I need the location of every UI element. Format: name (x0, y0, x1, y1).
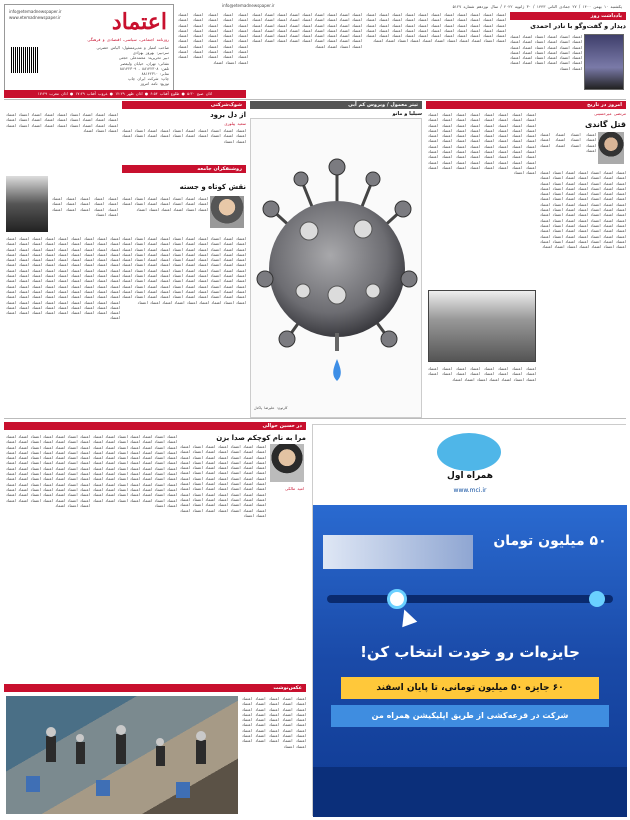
email-1: info@etemadnewspaper.ir (9, 9, 62, 14)
staff-line: تلفن: ۸۸۱۴۲۳۰۸ - ۸۸۱۴۲۳۰۹ (119, 65, 169, 71)
byline: امید مالکی (285, 486, 304, 491)
staff-line: دبیر تحریریه: محمدعلی حجتی (118, 55, 169, 61)
logo: اعتماد (111, 9, 167, 35)
author-photo (598, 132, 624, 164)
email-2: www.etemadnewspaper.ir (9, 15, 61, 20)
photo-caption-text: اعتماد اعتماد اعتماد اعتماد اعتماد اعتماد اعتماد اعتماد اعتماد اعتماد اعتماد اعتماد اعتماد اعتماد اعتماد اعتماد اعتماد اعتماد اعتماد اعتماد اعتماد اعتماد اعتماد اعتماد اعتماد اعتماد اعتماد اعتماد اعتماد اعتماد اعتماد اعتماد اعتماد اعتماد اعتماد اعتماد اعتماد اعتماد اعتماد اعتماد اعتماد اعتماد اعتماد اعتماد اعتماد اعتماد اعتماد (242, 696, 306, 749)
ad-blue-panel (313, 505, 627, 817)
slider-handle-right[interactable] (589, 591, 605, 607)
article-text: اعتماد اعتماد اعتماد اعتماد اعتماد اعتماد اعتماد اعتماد اعتماد اعتماد اعتماد اعتماد اعتماد اعتماد اعتماد اعتماد اعتماد اعتماد اعتماد اعتماد اعتماد اعتماد اعتماد اعتماد اعتماد اعتماد اعتماد اعتماد اعتماد اعتماد اعتماد اعتماد اعتماد اعتماد اعتماد اعتماد اعتماد اعتماد اعتماد اعتماد اعتماد اعتماد اعتماد اعتماد اعتماد اعتماد اعتماد اعتماد اعتماد اعتماد اعتماد اعتماد اعتماد اعتماد اعتماد اعتماد اعتماد اعتماد اعتماد اعتماد اعتماد اعتماد اعتماد اعتماد اعتماد اعتماد اعتماد اعتماد اعتماد اعتماد اعتماد اعتماد اعتماد اعتماد اعتماد اعتماد اعتماد اعتماد اعتماد اعتماد اعتماد اعتماد اعتماد اعتماد اعتماد اعتماد اعتماد اعتماد اعتماد اعتماد اعتماد اعتماد اعتماد (93, 434, 177, 508)
section-header: در حسین حوالی (4, 422, 306, 430)
ad-url[interactable]: www.mci.ir (453, 487, 487, 494)
article-text: اعتماد اعتماد اعتماد اعتماد اعتماد اعتماد اعتماد اعتماد اعتماد اعتماد اعتماد اعتماد اعتماد (540, 132, 596, 153)
ad-headline: جایزه‌ات رو خودت انتخاب کن! (360, 643, 580, 661)
brand-logo (437, 433, 501, 471)
article-text: اعتماد اعتماد اعتماد اعتماد اعتماد اعتماد اعتماد اعتماد اعتماد اعتماد اعتماد اعتماد اعتماد اعتماد اعتماد اعتماد اعتماد اعتماد اعتماد اعتماد اعتماد اعتماد (122, 128, 246, 144)
virus-cartoon (251, 119, 423, 419)
advertisement[interactable] (312, 424, 626, 816)
article-title: قتل گاندی (584, 120, 626, 129)
divider (4, 99, 626, 100)
staff-line: نمابر: ۸۸۱۴۲۳۱۰ (141, 71, 169, 77)
gadgets (323, 535, 473, 569)
article-text: اعتماد اعتماد اعتماد اعتماد اعتماد اعتماد اعتماد اعتماد اعتماد اعتماد اعتماد اعتماد اعتماد اعتماد اعتماد اعتماد اعتماد اعتماد اعتماد اعتماد اعتماد اعتماد اعتماد اعتماد اعتماد اعتماد اعتماد اعتماد اعتماد اعتماد اعتماد اعتماد اعتماد اعتماد اعتماد اعتماد اعتماد اعتماد اعتماد اعتماد اعتماد اعتماد اعتماد اعتماد اعتماد اعتماد اعتماد اعتماد اعتماد اعتماد اعتماد اعتماد اعتماد اعتماد اعتماد اعتماد اعتماد اعتماد اعتماد اعتماد اعتماد اعتماد اعتماد اعتماد اعتماد اعتماد اعتماد اعتماد اعتماد اعتماد اعتماد اعتماد اعتماد اعتماد اعتماد اعتماد اعتماد اعتماد اعتماد اعتماد اعتماد اعتماد اعتماد اعتماد اعتماد اعتماد اعتماد اعتماد اعتماد اعتماد اعتماد اعتماد اعتماد اعتماد اعتماد اعتماد اعتماد اعتماد اعتماد اعتماد اعتماد اعتماد اعتماد اعتماد اعتماد اعتماد اعتماد اعتماد اعتماد اعتماد اعتماد اعتماد اعتماد اعتماد اعتماد اعتماد اعتماد اعتماد اعتماد اعتماد اعتماد اعتماد اعتماد اعتماد اعتماد اعتماد اعتماد اعتماد اعتماد (122, 236, 246, 305)
author-photo (6, 176, 48, 232)
news-photo (6, 696, 238, 814)
date-line: یکشنبه ۱۰ بهمن ۱۴۰۰ / ۲۷ جمادی الثانی ۱۴۴۳ / ۳۰ ژانویه ۲۰۲۲ / سال نوزدهم شماره ۵۱۲۷ (452, 4, 622, 9)
staff-line: سردبیر: بهروز بهزادی (132, 50, 169, 56)
article-text: اعتماد اعتماد اعتماد اعتماد اعتماد اعتماد اعتماد اعتماد اعتماد اعتماد اعتماد اعتماد اعتماد اعتماد اعتماد اعتماد اعتماد اعتماد اعتماد اعتماد اعتماد اعتماد اعتماد اعتماد اعتماد اعتماد اعتماد اعتماد اعتماد اعتماد اعتماد اعتماد اعتماد اعتماد اعتماد اعتماد اعتماد اعتماد اعتماد اعتماد اعتماد اعتماد اعتماد اعتماد اعتماد اعتماد اعتماد اعتماد اعتماد اعتماد اعتماد اعتماد اعتماد اعتماد اعتماد اعتماد اعتماد اعتماد اعتماد اعتماد اعتماد اعتماد اعتماد اعتماد اعتماد اعتماد (366, 12, 506, 44)
article-text: اعتماد اعتماد اعتماد اعتماد اعتماد اعتماد اعتماد اعتماد اعتماد اعتماد اعتماد اعتماد اعتماد اعتماد اعتماد اعتماد اعتماد (52, 196, 118, 217)
cursor-icon (397, 607, 418, 628)
staff-line: توزیع: نامه امروز (140, 81, 169, 87)
book-cover-image (584, 34, 624, 90)
byline: مرتضی میرحسینی (594, 111, 626, 116)
section-header: روشنفکران جامعه (122, 165, 246, 173)
article-text: اعتماد اعتماد اعتماد اعتماد اعتماد اعتماد اعتماد اعتماد اعتماد اعتماد اعتماد اعتماد اعتماد اعتماد اعتماد اعتماد اعتماد اعتماد اعتماد اعتماد اعتماد اعتماد اعتماد اعتماد اعتماد اعتماد اعتماد اعتماد اعتماد اعتماد اعتماد اعتماد اعتماد اعتماد اعتماد اعتماد اعتماد اعتماد (510, 34, 582, 71)
author-photo (270, 444, 304, 482)
cartoon-caption: سیلیا و مانو (392, 111, 422, 117)
section-header: عکس‌نوشت (4, 684, 306, 692)
article-text: اعتماد اعتماد اعتماد اعتماد اعتماد اعتماد اعتماد اعتماد اعتماد اعتماد اعتماد اعتماد اعتماد اعتماد اعتماد اعتماد اعتماد اعتماد اعتماد اعتماد اعتماد اعتماد اعتماد اعتماد اعتماد اعتماد اعتماد اعتماد اعتماد اعتماد اعتماد اعتماد اعتماد اعتماد اعتماد اعتماد اعتماد اعتماد اعتماد اعتماد اعتماد اعتماد اعتماد اعتماد اعتماد اعتماد اعتماد اعتماد اعتماد اعتماد اعتماد اعتماد اعتماد اعتماد اعتماد اعتماد اعتماد اعتماد اعتماد اعتماد اعتماد اعتماد اعتماد اعتماد اعتماد اعتماد اعتماد اعتماد اعتماد اعتماد اعتماد اعتماد اعتماد اعتماد اعتماد اعتماد اعتماد اعتماد اعتماد اعتماد اعتماد اعتماد اعتماد اعتماد اعتماد اعتماد اعتماد اعتماد اعتماد اعتماد اعتماد اعتماد اعتماد (180, 444, 266, 518)
article-title: نقش کوتاه و جسته (179, 183, 246, 191)
divider (4, 418, 626, 419)
people-figures (6, 696, 238, 814)
barcode-image (11, 47, 39, 73)
cartoon-frame (250, 118, 422, 418)
article-text: اعتماد اعتماد اعتماد اعتماد اعتماد اعتماد اعتماد اعتماد اعتماد اعتماد اعتماد اعتماد اعتماد اعتماد اعتماد اعتماد اعتماد اعتماد اعتماد اعتماد اعتماد اعتماد اعتماد اعتماد اعتماد اعتماد اعتماد اعتماد اعتماد اعتماد اعتماد اعتماد اعتماد اعتماد اعتماد اعتماد اعتماد اعتماد اعتماد اعتماد اعتماد اعتماد اعتماد اعتماد اعتماد اعتماد اعتماد اعتماد اعتماد اعتماد اعتماد اعتماد اعتماد اعتماد اعتماد اعتماد اعتماد اعتماد اعتماد اعتماد اعتماد اعتماد اعتماد اعتماد اعتماد اعتماد اعتماد اعتماد اعتماد اعتماد اعتماد اعتماد اعتماد اعتماد اعتماد اعتماد اعتماد اعتماد اعتماد اعتماد اعتماد اعتماد اعتماد اعتماد اعتماد اعتماد اعتماد اعتماد اعتماد اعتماد اعتماد اعتماد اعتماد اعتماد اعتماد اعتماد اعتماد اعتماد اعتماد اعتماد اعتماد اعتماد اعتماد اعتماد اعتماد (540, 170, 626, 250)
ad-top-white (313, 425, 627, 505)
section-header: امروز در تاریخ (426, 101, 626, 109)
section-header: شوک‌شرکتی (122, 101, 246, 109)
prayer-times: اذان صبح ۵:۳۰ ● طلوع آفتاب ۶:۵۴ ● اذان ظهر ۱۲:۲۹ ● غروب آفتاب ۱۷:۲۹ ● اذان مغرب ۱۷:۴۹ (4, 90, 246, 98)
section-header: تیتر معمول / ویروس کم آبی (250, 101, 422, 109)
byline: سعید پیلوری (224, 121, 246, 126)
article-title: دیدار و گفت‌وگو با نادر احمدی (530, 22, 626, 30)
author-photo (210, 196, 244, 228)
masthead (4, 4, 174, 96)
staff-line: نشانی: تهران، خیابان ولیعصر (120, 60, 169, 66)
article-text: اعتماد اعتماد اعتماد اعتماد اعتماد اعتماد اعتماد اعتماد اعتماد اعتماد اعتماد اعتماد اعتماد اعتماد اعتماد اعتماد اعتماد اعتماد اعتماد اعتماد اعتماد اعتماد اعتماد اعتماد اعتماد اعتماد اعتماد اعتماد اعتماد اعتماد اعتماد اعتماد اعتماد اعتماد اعتماد اعتماد اعتماد اعتماد اعتماد اعتماد اعتماد اعتماد اعتماد اعتماد اعتماد اعتماد اعتماد اعتماد اعتماد اعتماد اعتماد اعتماد اعتماد اعتماد اعتماد اعتماد اعتماد اعتماد اعتماد اعتماد اعتماد اعتماد اعتماد اعتماد اعتماد اعتماد اعتماد اعتماد اعتماد اعتماد اعتماد اعتماد اعتماد اعتماد اعتماد اعتماد اعتماد اعتماد اعتماد اعتماد اعتماد اعتماد اعتماد اعتماد اعتماد اعتماد اعتماد اعتماد اعتماد اعتماد اعتماد اعتماد اعتماد اعتماد اعتماد اعتماد اعتماد اعتماد اعتماد اعتماد اعتماد اعتماد اعتماد اعتماد اعتماد اعتماد اعتماد اعتماد اعتماد اعتماد اعتماد اعتماد اعتماد اعتماد اعتماد اعتماد اعتماد اعتماد اعتماد اعتماد اعتماد اعتماد اعتماد اعتماد اعتماد اعتماد اعتماد اعتماد اعتماد اعتماد اعتماد اعتماد اعتماد اعتماد اعتماد اعتماد (6, 236, 120, 321)
article-text: اعتماد اعتماد اعتماد اعتماد اعتماد اعتماد اعتماد اعتماد اعتماد اعتماد اعتماد اعتماد اعتماد اعتماد اعتماد اعتماد اعتماد اعتماد اعتماد اعتماد اعتماد اعتماد اعتماد اعتماد اعتماد اعتماد اعتماد اعتماد اعتماد اعتماد اعتماد اعتماد اعتماد اعتماد اعتماد اعتماد اعتماد اعتماد اعتماد اعتماد اعتماد اعتماد اعتماد اعتماد اعتماد اعتماد اعتماد اعتماد اعتماد اعتماد اعتماد اعتماد اعتماد اعتماد اعتماد اعتماد اعتماد اعتماد اعتماد اعتماد اعتماد اعتماد اعتماد اعتماد اعتماد اعتماد اعتماد اعتماد اعتماد اعتماد اعتماد اعتماد اعتماد اعتماد اعتماد اعتماد اعتماد اعتماد اعتماد اعتماد اعتماد اعتماد اعتماد اعتماد اعتماد اعتماد اعتماد اعتماد اعتماد اعتماد (428, 112, 536, 176)
top-email: info@etemadnewspaper.ir (222, 3, 275, 8)
article-title: از دل برود (210, 111, 246, 119)
section-header: یادداشت روز (510, 12, 626, 20)
ad-sub1: ۶۰ جایزه ۵۰ میلیون تومانی، تا پایان اسفند (341, 677, 599, 699)
tagline: روزنامه اجتماعی، سیاسی، اقتصادی و فرهنگی (87, 37, 169, 42)
staff-line: صاحب امتیاز و مدیرمسئول: الیاس حضرتی (96, 45, 169, 50)
article-text: اعتماد اعتماد اعتماد اعتماد اعتماد اعتماد اعتماد اعتماد اعتماد اعتماد اعتماد اعتماد اعتماد اعتماد اعتماد اعتماد اعتماد اعتماد اعتماد اعتماد اعتماد اعتماد اعتماد اعتماد اعتماد اعتماد اعتماد اعتماد اعتماد اعتماد اعتماد اعتماد اعتماد اعتماد اعتماد اعتماد اعتماد اعتماد اعتماد اعتماد اعتماد اعتماد اعتماد اعتماد اعتماد اعتماد اعتماد اعتماد اعتماد اعتماد اعتماد اعتماد اعتماد اعتماد اعتماد اعتماد اعتماد اعتماد اعتماد اعتماد اعتماد اعتماد اعتماد اعتماد اعتماد اعتماد اعتماد اعتماد اعتماد اعتماد اعتماد اعتماد اعتماد اعتماد اعتماد اعتماد اعتماد اعتماد اعتماد اعتماد اعتماد اعتماد اعتماد اعتماد اعتماد اعتماد اعتماد اعتماد اعتماد اعتماد اعتماد اعتماد اعتماد اعتماد (6, 434, 90, 508)
slider-handle[interactable] (387, 589, 407, 609)
slider-track[interactable] (327, 595, 613, 603)
ad-sub2: شرکت در قرعه‌کشی از طریق اپلیکیشن همراه من (331, 705, 609, 727)
article-text: اعتماد اعتماد اعتماد اعتماد اعتماد اعتماد اعتماد اعتماد اعتماد اعتماد اعتماد اعتماد اعتماد اعتماد اعتماد اعتماد اعتماد اعتماد اعتماد اعتماد اعتماد اعتماد اعتماد (428, 366, 536, 382)
article-text: اعتماد اعتماد اعتماد اعتماد اعتماد اعتماد اعتماد اعتماد اعتماد اعتماد اعتماد اعتماد اعتماد اعتماد اعتماد اعتماد اعتماد اعتماد اعتماد اعتماد اعتماد اعتماد اعتماد اعتماد اعتماد اعتماد اعتماد اعتماد اعتماد اعتماد (6, 112, 118, 133)
ad-footer (313, 767, 627, 817)
brand-name: همراه اول (447, 471, 493, 481)
article-text: اعتماد اعتماد اعتماد اعتماد اعتماد اعتماد اعتماد اعتماد اعتماد اعتماد اعتماد اعتماد اعتماد اعتماد اعتماد اعتماد اعتماد اعتماد اعتماد اعتماد (122, 196, 208, 212)
article-text: اعتماد اعتماد اعتماد اعتماد اعتماد اعتماد اعتماد اعتماد اعتماد اعتماد اعتماد اعتماد اعتماد اعتماد اعتماد اعتماد اعتماد اعتماد اعتماد اعتماد اعتماد اعتماد اعتماد اعتماد اعتماد اعتماد اعتماد اعتماد اعتماد اعتماد اعتماد اعتماد اعتماد اعتماد اعتماد اعتماد اعتماد اعتماد اعتماد اعتماد اعتماد اعتماد اعتماد اعتماد اعتماد اعتماد اعتماد اعتماد اعتماد اعتماد اعتماد اعتماد اعتماد اعتماد اعتماد اعتماد اعتماد اعتماد (252, 12, 362, 49)
cartoon-credit: کارتون: علیرضا پاکدل (254, 406, 288, 410)
historical-photo (428, 290, 536, 362)
article-text: اعتماد اعتماد اعتماد اعتماد اعتماد اعتماد اعتماد اعتماد اعتماد اعتماد اعتماد اعتماد اعتماد اعتماد اعتماد اعتماد اعتماد اعتماد اعتماد اعتماد اعتماد اعتماد اعتماد اعتماد اعتماد اعتماد اعتماد اعتماد اعتماد اعتماد اعتماد اعتماد اعتماد اعتماد اعتماد اعتماد اعتماد اعتماد اعتماد اعتماد اعتماد اعتماد اعتماد اعتماد اعتماد اعتماد اعتماد اعتماد (178, 12, 248, 65)
staff-line: چاپ: شرکت ایران چاپ (128, 76, 169, 82)
prize-amount: ۵۰ میلیون تومان (493, 533, 607, 549)
staff-list (41, 45, 169, 93)
article-title: مرا به نام کوچکم صدا بزن (216, 434, 306, 442)
